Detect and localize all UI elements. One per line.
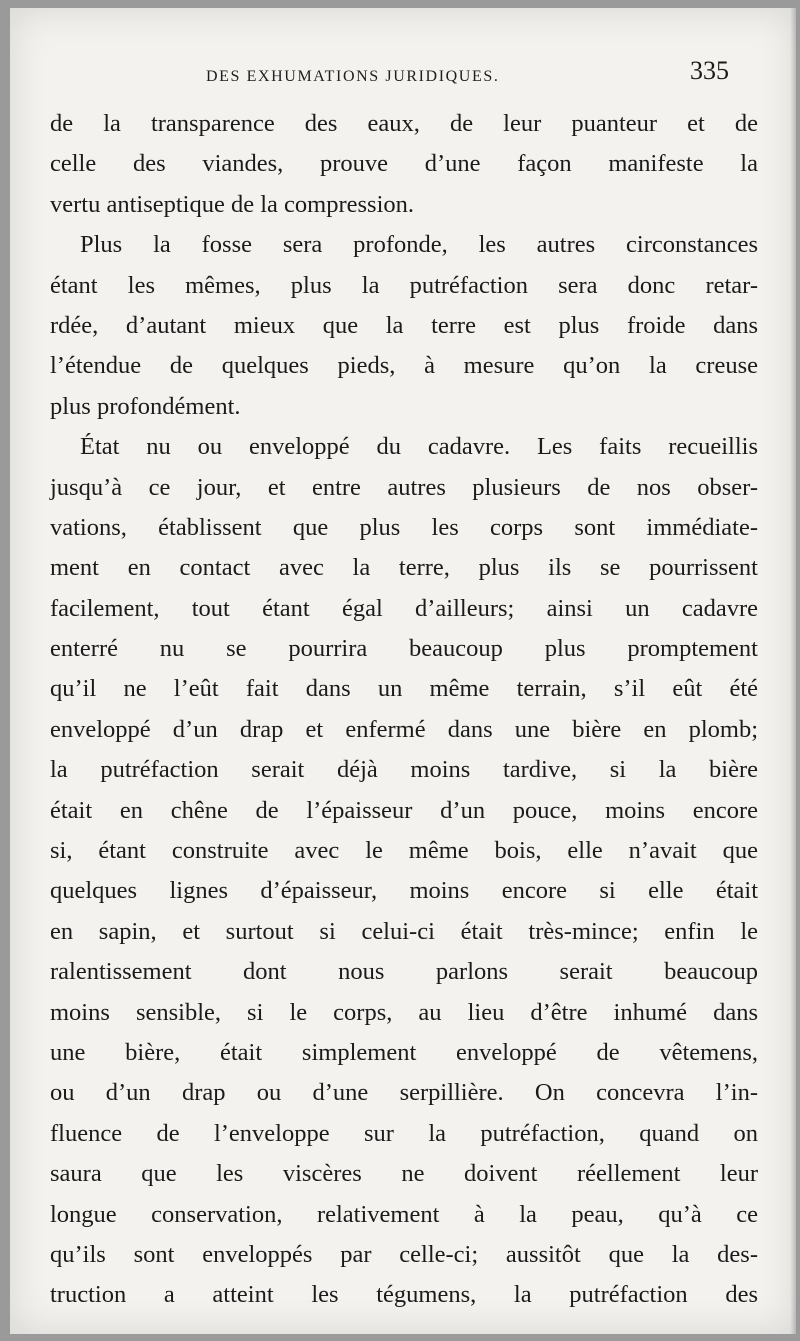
text-line: une bière, était simplement enveloppé de vêtemens,	[50, 1038, 758, 1066]
book-page	[10, 8, 796, 1334]
text-line: vertu antiseptique de la compression.	[50, 190, 414, 218]
page-number: 335	[690, 56, 729, 85]
text-line: étant les mêmes, plus la putréfaction sera donc retar-	[50, 271, 758, 299]
text-line: Plus la fosse sera profonde, les autres circonstances	[80, 231, 758, 259]
text-line: plus profondément.	[50, 392, 241, 420]
text-line: enveloppé d’un drap et enfermé dans une bière en plomb;	[50, 715, 758, 743]
text-line: ralentissement dont nous parlons serait beaucoup	[50, 958, 758, 986]
text-line: la putréfaction serait déjà moins tardive, si la bière	[50, 756, 758, 784]
text-line: facilement, tout étant égal d’ailleurs; ainsi un cadavre	[50, 594, 758, 622]
text-line: vations, établissent que plus les corps sont immédiate-	[50, 513, 758, 541]
text-line: jusqu’à ce jour, et entre autres plusieurs de nos obser-	[50, 473, 758, 501]
page-header	[10, 54, 796, 90]
page-edge-shadow	[790, 8, 796, 1334]
text-line: moins sensible, si le corps, au lieu d’être inhumé dans	[50, 998, 758, 1026]
text-line: fluence de l’enveloppe sur la putréfaction, quand on	[50, 1119, 758, 1147]
text-line: enterré nu se pourrira beaucoup plus promptement	[50, 635, 758, 663]
text-line: était en chêne de l’épaisseur d’un pouce, moins encore	[50, 796, 758, 824]
text-line: de la transparence des eaux, de leur puanteur et de	[50, 110, 758, 137]
body-text	[50, 104, 758, 1316]
text-line: truction a atteint les tégumens, la putréfaction des	[50, 1281, 758, 1309]
text-line: ment en contact avec la terre, plus ils se pourrissent	[50, 554, 758, 582]
text-line: ou d’un drap ou d’une serpillière. On concevra l’in-	[50, 1079, 758, 1107]
text-line: quelques lignes d’épaisseur, moins encore si elle était	[50, 877, 758, 905]
text-line: rdée, d’autant mieux que la terre est plus froide dans	[50, 311, 758, 339]
running-title: DES EXHUMATIONS JURIDIQUES.	[206, 68, 500, 85]
text-line: si, étant construite avec le même bois, elle n’avait que	[50, 837, 758, 865]
text-line: longue conservation, relativement à la peau, qu’à ce	[50, 1200, 758, 1228]
text-line: qu’il ne l’eût fait dans un même terrain, s’il eût été	[50, 675, 758, 703]
text-line: État nu ou enveloppé du cadavre. Les faits recueillis	[80, 433, 758, 461]
text-line: qu’ils sont enveloppés par celle-ci; aussitôt que la des-	[50, 1240, 758, 1268]
text-line: l’étendue de quelques pieds, à mesure qu’on la creuse	[50, 352, 758, 380]
text-line: celle des viandes, prouve d’une façon manifeste la	[50, 150, 758, 178]
text-line: saura que les viscères ne doivent réellement leur	[50, 1160, 758, 1188]
text-line: en sapin, et surtout si celui-ci était très-mince; enfin le	[50, 917, 758, 945]
